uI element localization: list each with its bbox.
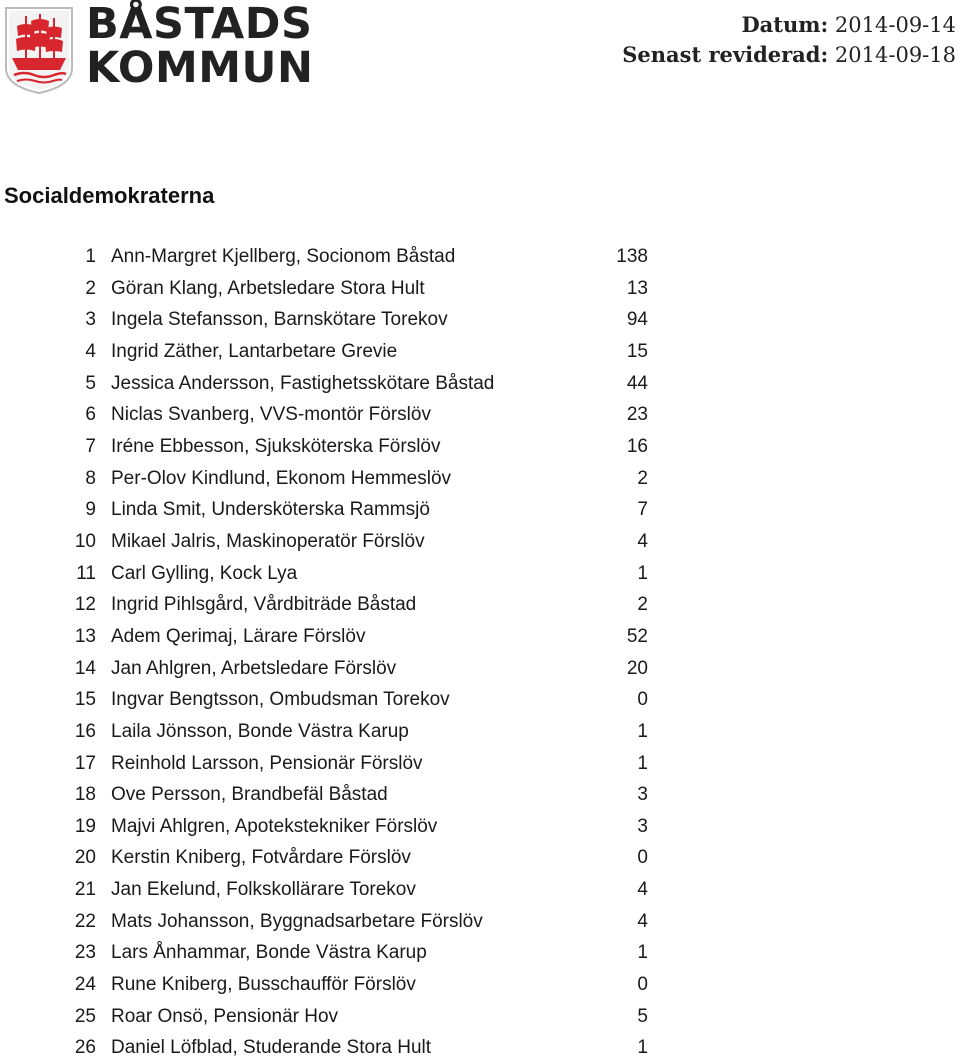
candidate-number: 5 (85, 372, 96, 394)
candidate-name: Linda Smit, Undersköterska Rammsjö (111, 499, 430, 521)
candidate-row (0, 748, 960, 780)
candidate-name: Rune Kniberg, Busschaufför Förslöv (111, 974, 416, 996)
candidate-row (0, 684, 960, 716)
candidate-row (0, 779, 960, 811)
candidate-name: Jan Ekelund, Folkskollärare Torekov (111, 879, 416, 901)
candidate-row (0, 874, 960, 906)
candidate-row (0, 1032, 960, 1064)
candidate-name: Daniel Löfblad, Studerande Stora Hult (111, 1037, 432, 1059)
candidate-name: Ove Persson, Brandbefäl Båstad (111, 784, 388, 806)
municipality-name-line2: KOMMUN (86, 43, 314, 93)
candidate-number: 24 (74, 974, 96, 996)
candidate-name: Carl Gylling, Kock Lya (111, 562, 298, 584)
candidate-votes: 5 (637, 1005, 648, 1027)
candidate-row (0, 558, 960, 590)
candidate-votes: 3 (637, 815, 648, 837)
candidate-votes: 52 (626, 625, 648, 647)
candidate-name: Ingrid Zäther, Lantarbetare Grevie (111, 340, 398, 362)
candidate-votes: 1 (637, 1037, 648, 1059)
candidate-votes: 16 (626, 435, 648, 457)
candidate-name: Adem Qerimaj, Lärare Förslöv (111, 625, 366, 647)
party-title: Socialdemokraterna (4, 183, 215, 208)
revised-line (622, 40, 956, 70)
candidate-row (0, 304, 960, 336)
candidate-number: 13 (74, 625, 96, 647)
candidate-number: 12 (74, 594, 96, 616)
candidate-number: 26 (74, 1037, 96, 1059)
candidate-row (0, 431, 960, 463)
revised-label: Senast reviderad: (622, 42, 829, 67)
candidate-row (0, 842, 960, 874)
candidate-row (0, 653, 960, 685)
candidate-row (0, 336, 960, 368)
date-line (622, 10, 956, 40)
candidate-votes: 7 (637, 499, 648, 521)
candidate-number: 9 (85, 499, 96, 521)
candidate-votes: 1 (637, 562, 648, 584)
candidate-name: Majvi Ahlgren, Apotekstekniker Förslöv (111, 815, 438, 837)
candidate-name: Mats Johansson, Byggnadsarbetare Förslöv (111, 910, 483, 932)
candidate-votes: 1 (637, 942, 648, 964)
candidate-row (0, 969, 960, 1001)
candidate-votes: 0 (637, 974, 648, 996)
candidate-number: 6 (85, 404, 96, 426)
candidate-number: 16 (74, 720, 96, 742)
candidate-name: Per-Olov Kindlund, Ekonom Hemmeslöv (111, 467, 452, 489)
revised-value: 2014-09-18 (834, 43, 956, 67)
candidate-row (0, 368, 960, 400)
candidate-name: Ann-Margret Kjellberg, Socionom Båstad (111, 246, 456, 267)
document-dates (622, 10, 956, 70)
candidate-name: Ingrid Pihlsgård, Vårdbiträde Båstad (111, 594, 417, 616)
candidate-votes: 4 (637, 879, 648, 901)
candidate-votes: 44 (626, 372, 648, 394)
candidate-number: 8 (85, 467, 96, 489)
candidate-name: Mikael Jalris, Maskinoperatör Förslöv (111, 530, 425, 552)
candidate-number: 20 (74, 847, 96, 869)
candidate-number: 19 (74, 815, 96, 837)
candidate-row (0, 811, 960, 843)
candidate-votes: 1 (637, 752, 648, 774)
candidate-row (0, 937, 960, 969)
candidate-name: Laila Jönsson, Bonde Västra Karup (111, 720, 409, 742)
candidate-number: 23 (74, 942, 96, 964)
page-header (0, 0, 960, 100)
candidate-number: 18 (74, 784, 96, 806)
candidate-number: 10 (74, 530, 96, 552)
candidate-votes: 94 (626, 309, 648, 331)
candidate-votes: 20 (626, 657, 648, 679)
candidate-votes: 0 (637, 689, 648, 711)
candidate-votes: 1 (637, 720, 648, 742)
candidate-number: 22 (74, 910, 96, 932)
date-value: 2014-09-14 (834, 13, 956, 37)
candidate-name: Lars Ånhammar, Bonde Västra Karup (111, 942, 427, 964)
candidate-row (0, 241, 960, 273)
candidate-votes: 23 (626, 404, 648, 426)
candidate-name: Ingvar Bengtsson, Ombudsman Torekov (111, 689, 450, 711)
municipality-name (86, 0, 314, 93)
municipality-name-line1: BÅSTADS (86, 0, 313, 49)
candidate-number: 4 (85, 340, 96, 362)
candidate-votes: 0 (637, 847, 648, 869)
candidate-number: 11 (76, 562, 96, 584)
candidate-row (0, 589, 960, 621)
candidate-row (0, 273, 960, 305)
candidate-votes: 15 (626, 340, 648, 362)
candidate-row (0, 399, 960, 431)
candidate-row (0, 621, 960, 653)
candidate-votes: 2 (637, 594, 648, 616)
candidate-votes: 3 (637, 784, 648, 806)
candidate-number: 15 (74, 689, 96, 711)
candidate-name: Kerstin Kniberg, Fotvårdare Förslöv (111, 847, 411, 869)
candidate-row (0, 1001, 960, 1033)
candidate-votes: 138 (616, 246, 648, 267)
candidate-number: 1 (85, 246, 96, 267)
candidate-votes: 4 (637, 910, 648, 932)
candidate-list (0, 241, 960, 1064)
candidate-number: 7 (85, 435, 96, 457)
candidate-name: Niclas Svanberg, VVS-montör Förslöv (111, 404, 431, 426)
candidate-name: Reinhold Larsson, Pensionär Förslöv (111, 752, 423, 774)
candidate-row (0, 463, 960, 495)
candidate-row (0, 716, 960, 748)
candidate-number: 25 (74, 1005, 96, 1027)
candidate-row (0, 526, 960, 558)
date-label: Datum: (741, 12, 829, 37)
candidate-number: 14 (74, 657, 96, 679)
candidate-row (0, 906, 960, 938)
candidate-number: 21 (74, 879, 96, 901)
candidate-number: 3 (85, 309, 96, 331)
candidate-row (0, 494, 960, 526)
candidate-name: Iréne Ebbesson, Sjuksköterska Förslöv (111, 435, 441, 457)
candidate-name: Göran Klang, Arbetsledare Stora Hult (111, 277, 425, 299)
candidate-votes: 13 (626, 277, 648, 299)
ship-emblem-icon (4, 6, 74, 94)
candidate-name: Jessica Andersson, Fastighetsskötare Båstad (111, 372, 495, 394)
municipality-logo (4, 0, 314, 96)
candidate-name: Roar Onsö, Pensionär Hov (111, 1005, 339, 1027)
candidate-votes: 2 (637, 467, 648, 489)
candidate-number: 17 (74, 752, 96, 774)
candidate-votes: 4 (637, 530, 648, 552)
candidate-name: Ingela Stefansson, Barnskötare Torekov (111, 309, 448, 331)
candidate-name: Jan Ahlgren, Arbetsledare Förslöv (111, 657, 397, 679)
candidate-number: 2 (85, 277, 96, 299)
